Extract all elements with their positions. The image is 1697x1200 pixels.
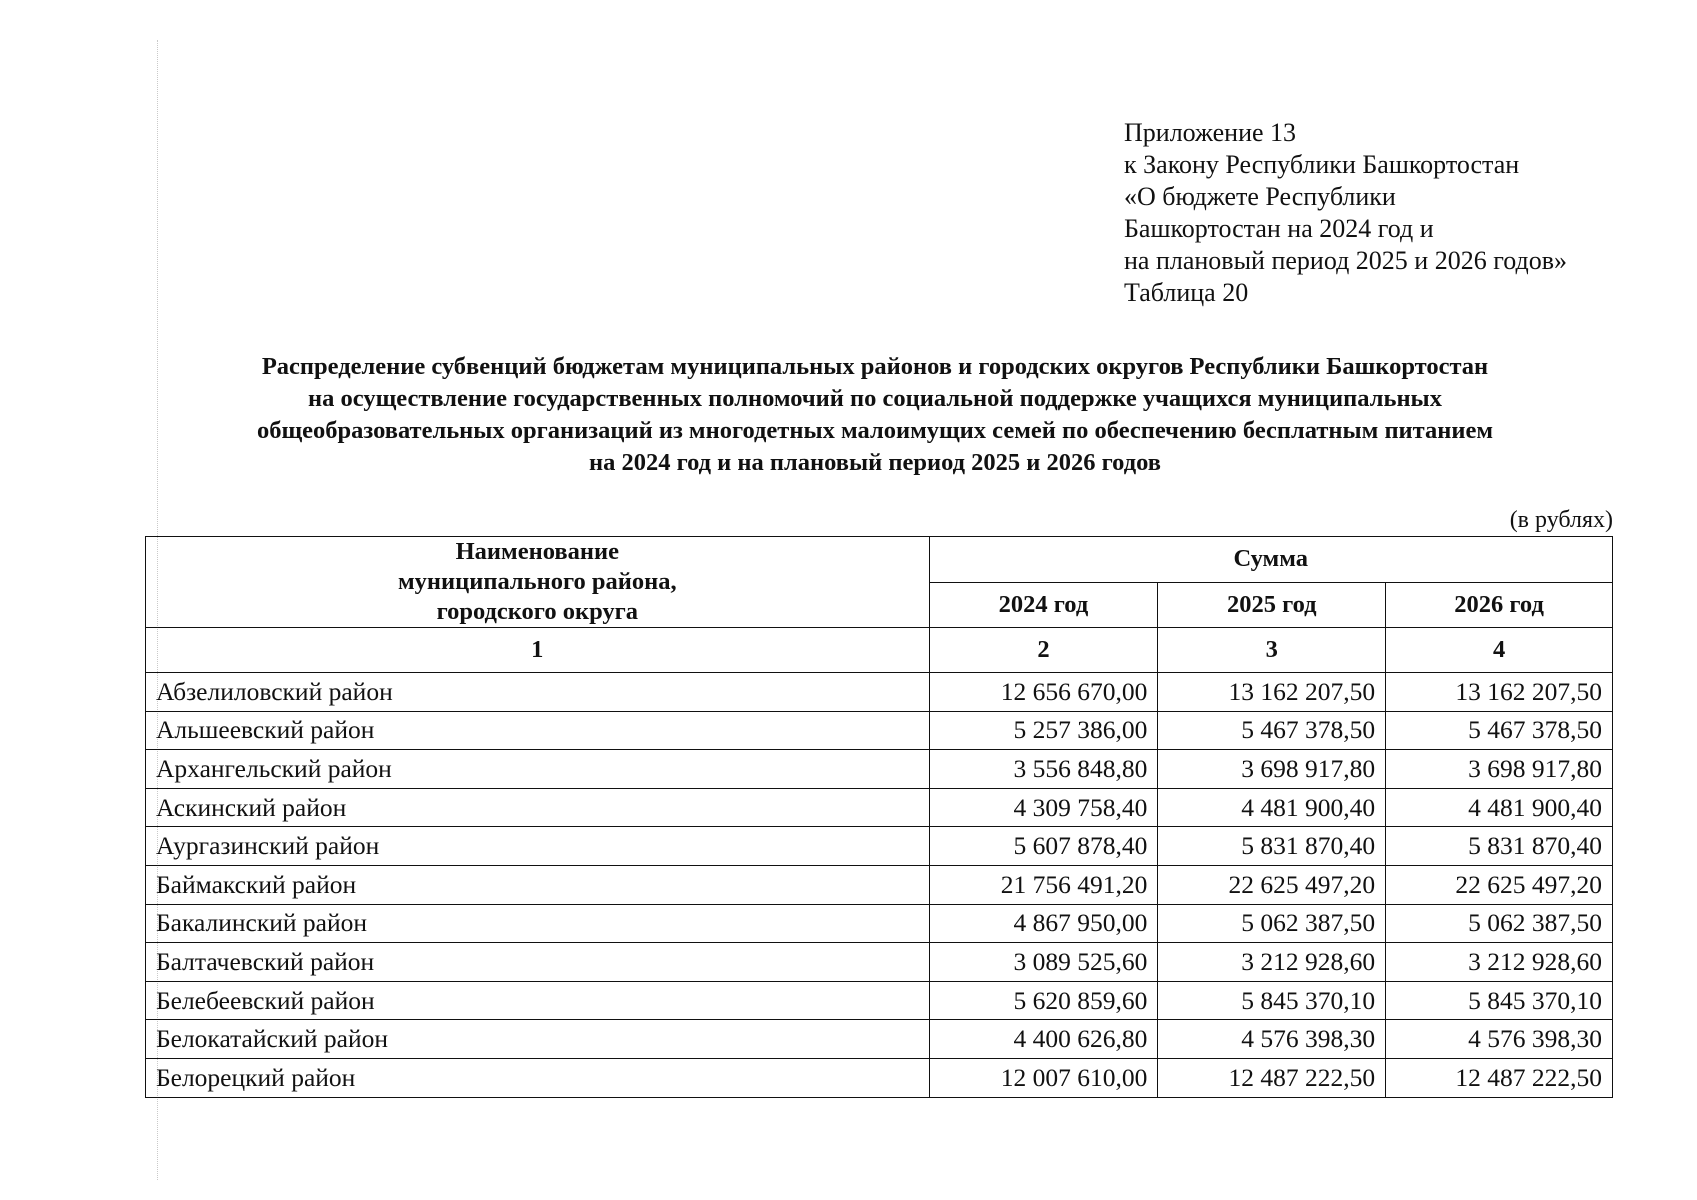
appendix-line: Башкортостан на 2024 год и xyxy=(1124,214,1434,243)
amount-2026: 3 698 917,80 xyxy=(1386,750,1613,789)
amount-2026: 4 481 900,40 xyxy=(1386,788,1613,827)
column-header-name: Наименование муниципального района, городского округа xyxy=(146,537,930,628)
units-note: (в рублях) xyxy=(1509,507,1613,533)
amount-2026: 3 212 928,60 xyxy=(1386,943,1613,982)
amount-2026: 13 162 207,50 xyxy=(1386,673,1613,712)
district-name: Белокатайский район xyxy=(146,1020,930,1059)
table-row xyxy=(146,865,1613,904)
amount-2026: 4 576 398,30 xyxy=(1386,1020,1613,1059)
amount-2025: 22 625 497,20 xyxy=(1158,865,1386,904)
district-name: Архангельский район xyxy=(146,750,930,789)
amount-2024: 5 257 386,00 xyxy=(929,711,1158,750)
district-name: Белорецкий район xyxy=(146,1058,930,1097)
amount-2024: 4 309 758,40 xyxy=(929,788,1158,827)
district-name: Бакалинский район xyxy=(146,904,930,943)
district-name: Аскинский район xyxy=(146,788,930,827)
amount-2026: 5 845 370,10 xyxy=(1386,981,1613,1020)
column-header-2025: 2025 год xyxy=(1158,582,1386,628)
title-line: общеобразовательных организаций из многодетных малоимущих семей по обеспечению бесплатным питанием xyxy=(256,417,1494,444)
amount-2025: 3 698 917,80 xyxy=(1158,750,1386,789)
district-name: Аургазинский район xyxy=(146,827,930,866)
amount-2024: 3 556 848,80 xyxy=(929,750,1158,789)
appendix-line: к Закону Республики Башкортостан xyxy=(1124,150,1520,179)
amount-2025: 5 845 370,10 xyxy=(1158,981,1386,1020)
district-name: Балтачевский район xyxy=(146,943,930,982)
table-row xyxy=(146,943,1613,982)
table-row xyxy=(146,827,1613,866)
amount-2024: 4 400 626,80 xyxy=(929,1020,1158,1059)
table-row xyxy=(146,750,1613,789)
appendix-block xyxy=(1124,117,1567,309)
amount-2024: 4 867 950,00 xyxy=(929,904,1158,943)
amount-2024: 3 089 525,60 xyxy=(929,943,1158,982)
appendix-line: «О бюджете Республики xyxy=(1124,182,1396,211)
title-line: на 2024 год и на плановый период 2025 и 2026 годов xyxy=(588,449,1161,476)
column-number: 2 xyxy=(929,628,1158,673)
district-name: Баймакский район xyxy=(146,865,930,904)
appendix-line: Приложение 13 xyxy=(1124,118,1297,147)
table-row xyxy=(146,673,1613,712)
amount-2025: 13 162 207,50 xyxy=(1158,673,1386,712)
amount-2025: 12 487 222,50 xyxy=(1158,1058,1386,1097)
table-row xyxy=(146,1058,1613,1097)
amount-2025: 4 481 900,40 xyxy=(1158,788,1386,827)
title-line: Распределение субвенций бюджетам муниципальных районов и городских округов Республики Башкортостан xyxy=(261,353,1489,380)
amount-2025: 3 212 928,60 xyxy=(1158,943,1386,982)
column-header-2026: 2026 год xyxy=(1386,582,1613,628)
amount-2024: 12 656 670,00 xyxy=(929,673,1158,712)
amount-2026: 5 062 387,50 xyxy=(1386,904,1613,943)
amount-2025: 5 062 387,50 xyxy=(1158,904,1386,943)
amount-2026: 22 625 497,20 xyxy=(1386,865,1613,904)
district-name: Абзелиловский район xyxy=(146,673,930,712)
column-number: 1 xyxy=(146,628,930,673)
amount-2024: 5 620 859,60 xyxy=(929,981,1158,1020)
table-row xyxy=(146,1020,1613,1059)
table-row xyxy=(146,788,1613,827)
amount-2024: 5 607 878,40 xyxy=(929,827,1158,866)
amount-2026: 5 467 378,50 xyxy=(1386,711,1613,750)
title-line: на осуществление государственных полномочий по социальной поддержке учащихся муниципальных xyxy=(308,385,1442,412)
amount-2025: 5 831 870,40 xyxy=(1158,827,1386,866)
column-header-2024: 2024 год xyxy=(929,582,1158,628)
district-name: Альшеевский район xyxy=(146,711,930,750)
district-name: Белебеевский район xyxy=(146,981,930,1020)
column-number: 4 xyxy=(1386,628,1613,673)
table-row xyxy=(146,711,1613,750)
amount-2025: 5 467 378,50 xyxy=(1158,711,1386,750)
amount-2024: 21 756 491,20 xyxy=(929,865,1158,904)
amount-2026: 5 831 870,40 xyxy=(1386,827,1613,866)
appendix-line: на плановый период 2025 и 2026 годов» xyxy=(1124,246,1567,275)
table-number: Таблица 20 xyxy=(1124,278,1249,307)
amount-2024: 12 007 610,00 xyxy=(929,1058,1158,1097)
table-row xyxy=(146,904,1613,943)
amount-2025: 4 576 398,30 xyxy=(1158,1020,1386,1059)
column-group-header-sum: Сумма xyxy=(929,537,1612,583)
amount-2026: 12 487 222,50 xyxy=(1386,1058,1613,1097)
table-row xyxy=(146,981,1613,1020)
subvention-table xyxy=(145,536,1613,1098)
document-title xyxy=(150,351,1600,479)
column-number: 3 xyxy=(1158,628,1386,673)
